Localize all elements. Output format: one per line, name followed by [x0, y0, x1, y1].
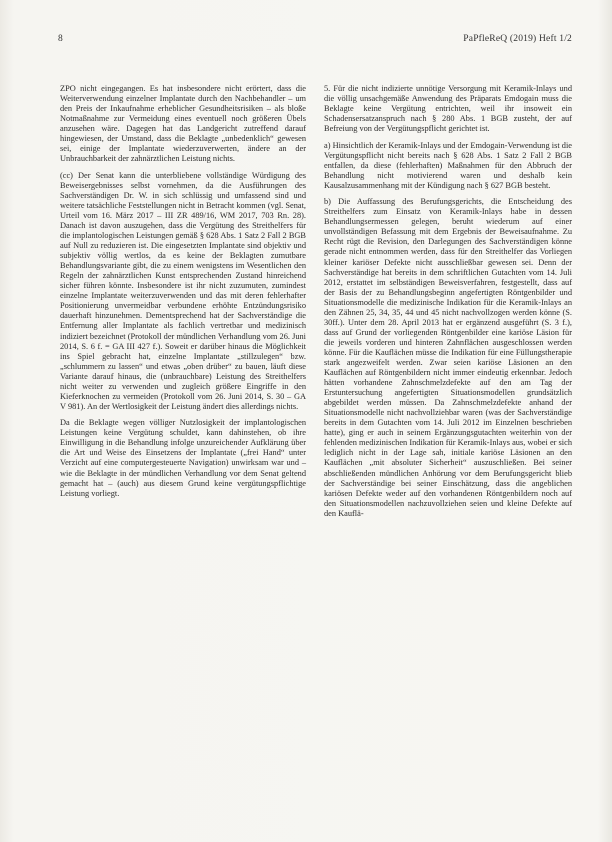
- paragraph: Da die Beklagte wegen völliger Nutzlosigkeit der implantologischen Leistungen keine Vergütung schuldet, kann dahinstehen, ob ihre Einwilligung in die Behandlung infolge unzureichender Aufklärung über die Art und Weise des Einsetzens der Implantate („frei Hand“ unter Verzicht auf eine computergesteuerte Navigation) unwirksam war und – wie die Beklagte in der mündlichen Verhandlung vor dem Senat geltend gemacht hat – (auch) aus diesem Grund keine vergütungspflichtige Leistung vorliegt.: [60, 418, 306, 498]
- paragraph: ZPO nicht eingegangen. Es hat insbesondere nicht erörtert, dass die Weiterverwendung einzelner Implantate durch den Nachbehandler – um den Preis der Inkaufnahme erheblicher Gesundheitsrisiken – als bloße Notmaßnahme zur Vermeidung eines eventuell noch größeren Übels anzusehen wäre. Dagegen hat das Landgericht zutreffend darauf hingewiesen, der Umstand, dass die Beklagte „unbedenklich“ gewesen sei, einige der Implantate wiederzuverwerten, ändere an der Unbrauchbarkeit der zahnärztlichen Leistung nichts.: [60, 84, 306, 164]
- right-column: [324, 84, 572, 525]
- page-number: 8: [58, 34, 63, 44]
- journal-reference: PaPfleReQ (2019) Heft 1/2: [463, 34, 572, 44]
- left-column: [60, 84, 306, 505]
- page-header: [58, 34, 572, 48]
- paragraph: b) Die Auffassung des Berufungsgerichts, die Entscheidung des Streithelfers zum Einsatz von Keramik-Inlays habe in dessen Behandlungsermessen gelegen, beruht wiederum auf einer unvollständigen Befassung mit dem Ergebnis der Beweisaufnahme. Zu Recht rügt die Revision, den Darlegungen des Sachverständigen könne gerade nicht entnommen werden, dass für den Streithelfer das Vorliegen kleiner kariöser Defekte nicht ausschließbar gewesen sei. Denn der Sachverständige hat bereits in dem schriftlichen Gutachten vom 14. Juli 2012, erstattet im selbständigen Beweisverfahren, festgestellt, dass auf der Basis der zu Behandlungsbeginn angefertigten Röntgenbilder und Situationsmodelle die medizinische Indikation für die Keramik-Inlays an den Zähnen 25, 34, 35, 44 und 45 nicht nachvollzogen werden könne (S. 30ff.). Unter dem 28. April 2013 hat er ergänzend ausgeführt (S. 3 f.), dass auf Grund der vorliegenden Röntgenbilder eine kariöse Läsion für die jeweils vorderen und hinteren Zahnflächen ausgeschlossen werden könne. Für die Kauflächen müsse die Indikation für eine Füllungstherapie stark angezweifelt werden. Zwar seien kariöse Läsionen an den Kauflächen auf Röntgenbildern nicht immer eindeutig erkennbar. Jedoch hätten vorhandene Zahnschmelzdefekte auf den am Tag der Erstuntersuchung angefertigten Situationsmodellen grundsätzlich abgebildet werden müssen. Da Zahnschmelzdefekte anhand der Situationsmodelle nicht nachvollziehbar waren (was der Sachverständige bereits in dem Gutachten vom 14. Juli 2012 im Einzelnen beschrieben hatte), ging er auch in seinem Ergänzungsgutachten weiterhin von der fehlenden medizinischen Indikation für Keramik-Inlays aus, wobei er sich lediglich nicht in der Lage sah, initiale kariöse Läsionen an den Kauflächen „mit absoluter Sicherheit“ auszuschließen. Bei seiner abschließenden mündlichen Anhörung vor dem Berufungsgericht blieb der Sachverständige bei seiner Einschätzung, dass die angeblichen kariösen Defekte weder auf den vorhandenen Röntgenbildern noch auf den Situationsmodellen nachzuvollziehen seien und kleine Defekte auf den Kauflä-: [324, 197, 572, 518]
- paragraph: a) Hinsichtlich der Keramik-Inlays und der Emdogain-Verwendung ist die Vergütungspflicht nicht bereits nach § 628 Abs. 1 Satz 2 Fall 2 BGB entfallen, da diese (fehlerhaften) Maßnahmen für den Abbruch der Behandlung nicht motivierend waren und deshalb kein Kausalzusammenhang mit der Kündigung nach § 627 BGB besteht.: [324, 140, 572, 190]
- paragraph: (cc) Der Senat kann die unterbliebene vollständige Würdigung des Beweisergebnisses selbst vornehmen, da die Ausführungen des Sachverständigen Dr. W. in sich schlüssig und umfassend sind und weitere tatsächliche Feststellungen nicht in Betracht kommen (vgl. Senat, Urteil vom 16. März 2017 – III ZR 489/16, WM 2017, 703 Rn. 28). Danach ist davon auszugehen, dass die Vergütung des Streithelfers für die implantologischen Leistungen gemäß § 628 Abs. 1 Satz 2 Fall 2 BGB auf Null zu reduzieren ist. Die eingesetzten Implantate sind objektiv und subjektiv völlig wertlos, da es keine der Beklagten zumutbare Behandlungsvariante gibt, die zu einem wenigstens im Wesentlichen den Regeln der zahnärztlichen Kunst entsprechenden Zustand hinreichend sicher führen könnte. Insbesondere ist ihr nicht zuzumuten, zumindest einzelne Implantate weiterzuverwenden und das mit deren fehlerhafter Positionierung unvermeidbar verbundene erhöhte Entzündungsrisiko dauerhaft hinzunehmen. Dementsprechend hat der Sachverständige die Entfernung aller Implantate als fachlich vertretbar und medizinisch indiziert bezeichnet (Protokoll der mündlichen Verhandlung vom 26. Juni 2014, S. 6 f. = GA III 427 f.). Soweit er darüber hinaus die Möglichkeit ins Spiel gebracht hat, einzelne Implantate „stillzulegen“ bzw. „schlummern zu lassen“ und etwas „oben drüber“ zu bauen, läuft diese Variante darauf hinaus, die (unbrauchbare) Leistung des Streithelfers nicht weiter zu verwenden und zugleich größere Eingriffe in den Kieferknochen zu vermeiden (Protokoll vom 26. Juni 2014, S. 30 – GA V 981). An der Wertlosigkeit der Leistung ändert dies allerdings nichts.: [60, 170, 306, 411]
- paragraph: 5. Für die nicht indizierte unnötige Versorgung mit Keramik-Inlays und die völlig unsachgemäße Anwendung des Präparats Emdogain muss die Beklagte keine Vergütung entrichten, weil ihr insoweit ein Schadensersatzanspruch nach § 280 Abs. 1 BGB zusteht, der auf Befreiung von der Vergütungspflicht gerichtet ist.: [324, 84, 572, 134]
